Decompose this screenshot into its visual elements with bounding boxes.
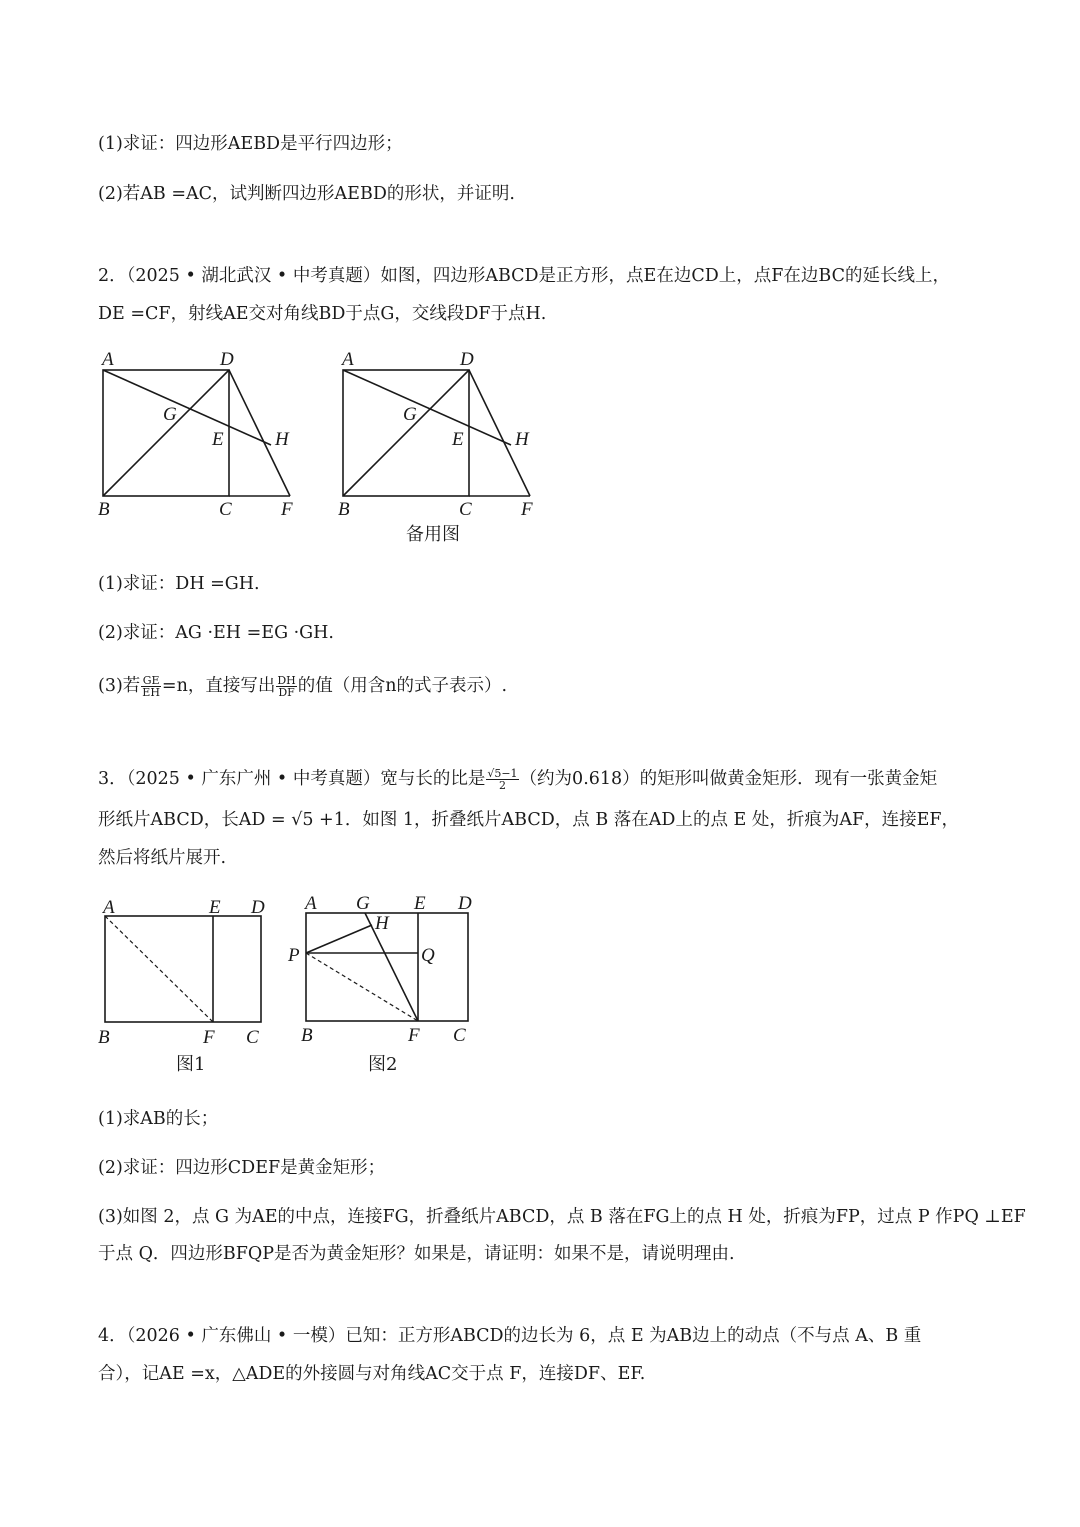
q3-sub2: (2)求证：四边形CDEF是黄金矩形； <box>98 1158 386 1178</box>
label-d: D <box>460 349 474 370</box>
label-b: B <box>98 1027 110 1048</box>
label-a: A <box>305 893 317 914</box>
label-d: D <box>251 897 265 918</box>
label-h: H <box>275 429 289 450</box>
q2-sub3 <box>98 674 507 698</box>
q2-figure-backup <box>335 345 545 520</box>
q2-sub3-prefix: (3)若 <box>98 676 141 696</box>
q1-sub1: (1)求证：四边形AEBD是平行四边形； <box>98 134 403 154</box>
label-h: H <box>515 429 529 450</box>
fold-line-af <box>105 916 213 1022</box>
q3-fig1-caption: 图1 <box>176 1054 206 1075</box>
fraction-numerator: DH <box>277 674 296 687</box>
q2-stem-line1: 2．（2025 • 湖北武汉 • 中考真题）如图，四边形ABCD是正方形，点E在边CD上，点F在边BC的延长线上， <box>98 266 950 286</box>
label-e: E <box>209 897 221 918</box>
label-a: A <box>342 349 354 370</box>
fraction-ge-eh <box>141 675 161 698</box>
q3-sub1: (1)求AB的长； <box>98 1109 219 1129</box>
fraction-numerator: GE <box>142 674 160 687</box>
label-e: E <box>452 429 464 450</box>
q3-figure-1 <box>95 893 275 1053</box>
label-a: A <box>103 897 115 918</box>
label-f: F <box>281 499 293 520</box>
label-p: P <box>288 945 300 966</box>
label-d: D <box>220 349 234 370</box>
fraction-dh-df <box>276 675 296 698</box>
label-f: F <box>408 1025 420 1046</box>
q3-stem-suffix: （约为0.618）的矩形叫做黄金矩形．现有一张黄金矩 <box>519 769 938 789</box>
label-e: E <box>212 429 224 450</box>
label-c: C <box>246 1027 259 1048</box>
diagonal-bd <box>343 370 469 496</box>
label-g: G <box>403 404 417 425</box>
q2-figure-main <box>95 345 305 520</box>
label-c: C <box>453 1025 466 1046</box>
q3-sub3-line2: 于点 Q．四边形BFQP是否为黄金矩形？如果是，请证明：如果不是，请说明理由. <box>98 1244 735 1264</box>
q3-stem-line2: 形纸片ABCD，长AD = √5 +1．如图 1，折叠纸片ABCD，点 B 落在AD上的点 E 处，折痕为AF，连接EF， <box>98 810 960 830</box>
fraction-denominator: EH <box>142 686 160 699</box>
q2-sub2: (2)求证：AG ·EH =EG ·GH. <box>98 623 334 643</box>
label-q: Q <box>421 945 435 966</box>
q3-stem-line3: 然后将纸片展开. <box>98 848 227 868</box>
label-g: G <box>163 404 177 425</box>
diagonal-bd <box>103 370 229 496</box>
rectangle-abcd <box>105 916 261 1022</box>
label-f: F <box>203 1027 215 1048</box>
segment-ph <box>306 925 372 953</box>
q3-stem-prefix: 3．（2025 • 广东广州 • 中考真题）宽与长的比是 <box>98 769 486 789</box>
q2-sub3-mid: =n，直接写出 <box>161 676 276 696</box>
label-a: A <box>102 349 114 370</box>
label-f: F <box>521 499 533 520</box>
q3-sub3-line1: (3)如图 2，点 G 为AE的中点，连接FG，折叠纸片ABCD，点 B 落在FG上的点 H 处，折痕为FP，过点 P 作PQ ⊥EF <box>98 1207 1026 1227</box>
q2-sub1: (1)求证：DH =GH. <box>98 574 260 594</box>
label-g: G <box>356 893 370 914</box>
fraction-numerator: √5−1 <box>487 767 518 780</box>
label-h: H <box>375 913 389 934</box>
q2-sub3-suffix: 的值（用含n的式子表示）. <box>297 676 508 696</box>
ray-ae <box>103 370 271 445</box>
fraction-denominator: DF <box>278 686 295 699</box>
label-b: B <box>338 499 350 520</box>
q2-backup-caption: 备用图 <box>406 524 460 545</box>
ray-ae <box>343 370 511 445</box>
label-b: B <box>301 1025 313 1046</box>
label-c: C <box>459 499 472 520</box>
q3-figure-2 <box>285 889 485 1049</box>
q1-sub2: (2)若AB =AC，试判断四边形AEBD的形状，并证明. <box>98 184 515 204</box>
label-d: D <box>458 893 472 914</box>
q2-stem-line2: DE =CF，射线AE交对角线BD于点G，交线段DF于点H. <box>98 304 547 324</box>
label-c: C <box>219 499 232 520</box>
label-b: B <box>98 499 110 520</box>
q3-fig2-caption: 图2 <box>368 1054 398 1075</box>
q3-stem-line1 <box>98 767 937 791</box>
q4-stem-line1: 4．（2026 • 广东佛山 • 一模）已知：正方形ABCD的边长为 6，点 E 为AB边上的动点（不与点 A、B 重 <box>98 1326 922 1346</box>
fraction-denominator: 2 <box>498 779 506 792</box>
q4-stem-line2: 合），记AE =x，△ADE的外接圆与对角线AC交于点 F，连接DF、EF. <box>98 1364 646 1384</box>
label-e: E <box>414 893 426 914</box>
fraction-golden-ratio <box>486 768 518 791</box>
